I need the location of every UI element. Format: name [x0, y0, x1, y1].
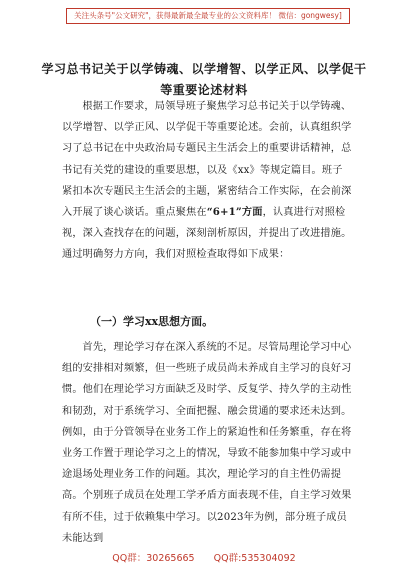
- section-paragraph-text: 首先，理论学习存在深入系统的不足。尽管局理论学习中心组的安排相对频繁，但一些班子成员尚未养成自主学习的良好习惯。他们在理论学习方面缺乏及时学、反复学、持久学的主动性和韧劲，对于系统学习、全面把握、融会贯通的要求还未达到。例如，由于分管领导在业务工作上的紧迫性和任务繁重，存在将业务工作置于理论学习之上的情况，导致不能参加集中学习或中途退场处理业务工作的问题。其次，理论学习的自主性仍需提高。个别班子成员在处理工学矛盾方面表现不佳，自主学习效果有所不佳，过于依赖集中学习。以2023年为例，部分班子成员未能达到: [62, 342, 352, 544]
- top-banner: 关注头条号"公文研究"，获得最新最全最专业的公文资料库！ 微信：gongwesy]: [66, 8, 350, 24]
- intro-paragraph: [62, 96, 352, 266]
- footer-qq-right: QQ群:535304092: [213, 553, 296, 564]
- footer: [0, 550, 408, 564]
- intro-text-a: 根据工作要求，局领导班子聚焦学习总书记关于以学铸魂、以学增智、以学正风、以学促干等重要论述。会前，认真组织学习了总书记在中央政治局专题民主生活会上的重要讲话精神，总书记有关党的建设的重要思想，以及《xx》等规定篇目。班子紧扣本次专题民主生活会的主题，紧密结合工作实际，在会前深入开展了谈心谈话。重点聚焦在: [62, 101, 352, 219]
- document-title-line-2: 等重要论述材料: [160, 83, 248, 97]
- document-title-line-1: 学习总书记关于以学铸魂、以学增智、以学正风、以学促干: [41, 62, 367, 76]
- footer-qq-left: QQ群：30265665: [112, 553, 195, 564]
- section-paragraph: [62, 337, 352, 549]
- intro-bold-phrase: “6+1”方面: [206, 206, 263, 219]
- intro-text-b: ，认真进行对照检视，深入查找存在的问题，深刻剖析原因，并提出了改进措施。通过明确努力方向，我们对照检查取得如下成果：: [62, 207, 352, 261]
- section-heading: （一）学习xx思想方面。: [90, 315, 214, 328]
